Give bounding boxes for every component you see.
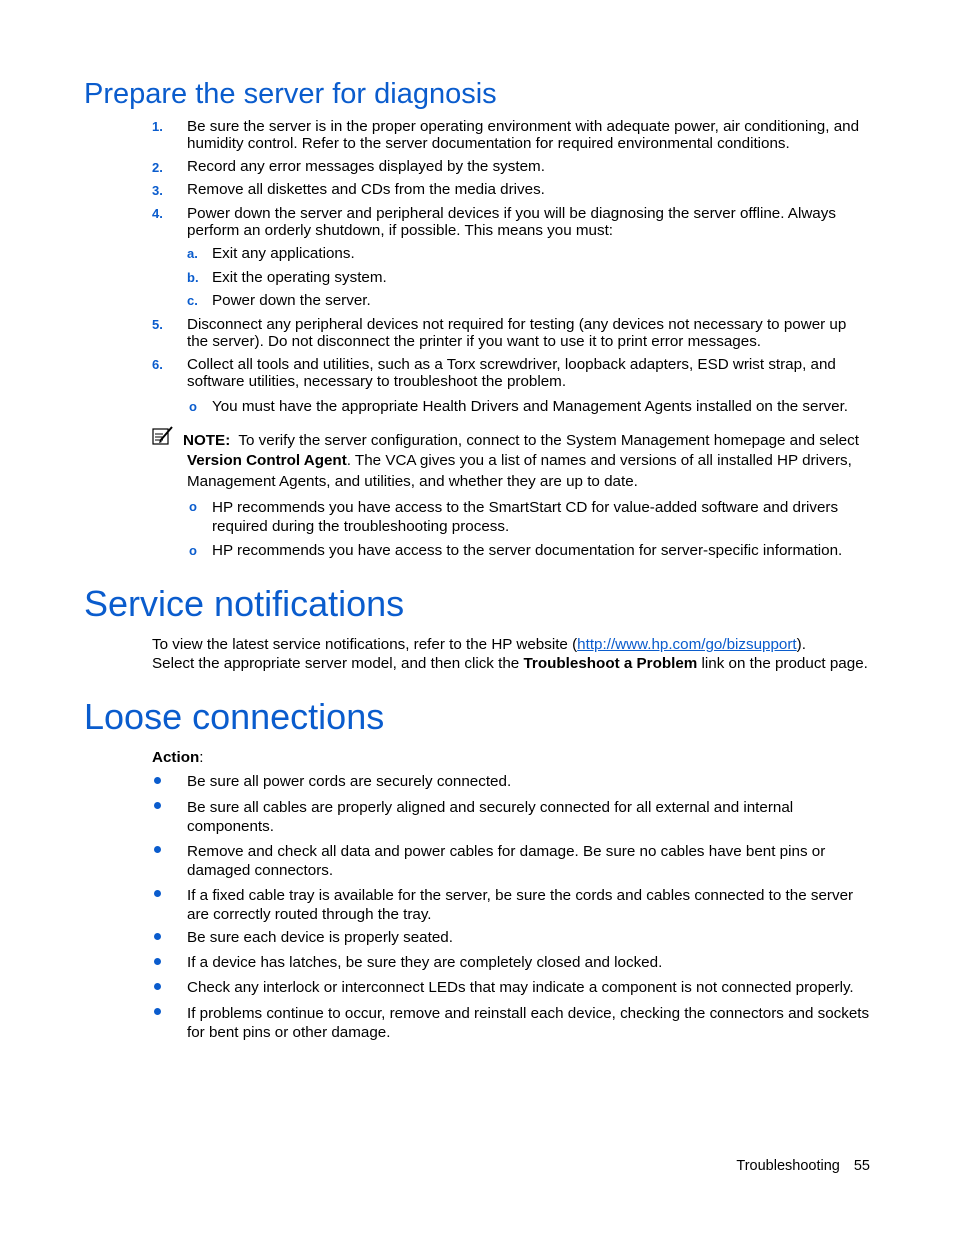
action-bullet-text: Be sure all power cords are securely connected. — [187, 773, 512, 790]
note-text: . The VCA gives you a list of names and versions of all installed HP drivers, — [346, 452, 852, 469]
service-text: Select the appropriate server model, and then click the — [152, 655, 524, 672]
sub-bullet: o — [189, 399, 197, 414]
bullet-dot — [154, 958, 161, 965]
step-number: 6. — [152, 357, 163, 372]
action-bullet-text: Check any interlock or interconnect LEDs that may indicate a component is not connected properly. — [187, 979, 854, 996]
sub-bullet: o — [189, 499, 197, 514]
substep-letter: a. — [187, 246, 198, 261]
substep-text: Exit the operating system. — [212, 269, 387, 286]
footer-page-number: 55 — [853, 1158, 870, 1174]
action-label — [152, 749, 203, 766]
action-bullet-text: If a device has latches, be sure they are completely closed and locked. — [187, 954, 663, 971]
bullet-dot — [154, 1008, 161, 1015]
bullet-dot — [154, 802, 161, 809]
substep-text: Power down the server. — [212, 292, 371, 309]
service-text: To view the latest service notifications, refer to the HP website ( — [152, 636, 578, 653]
hp-bizsupport-link[interactable]: http://www.hp.com/go/bizsupport — [577, 636, 797, 653]
note-label: NOTE: — [183, 432, 231, 449]
substep-text: Exit any applications. — [212, 245, 355, 262]
service-paragraph-line-1 — [152, 636, 872, 653]
action-bullet-text: Remove and check all data and power cables for damage. Be sure no cables have bent pins or damaged connectors. — [187, 843, 826, 879]
sub-bullet-text: You must have the appropriate Health Drivers and Management Agents installed on the server. — [212, 398, 849, 415]
step-number: 2. — [152, 160, 163, 175]
step-text: Record any error messages displayed by the system. — [187, 158, 545, 175]
step-text: Disconnect any peripheral devices not required for testing (any devices not necessary to power up the server). Do not disconnect the printer if you want to use it to print error messages. — [187, 316, 847, 350]
action-label-text: Action — [152, 749, 200, 766]
bullet-dot — [154, 777, 161, 784]
step-number: 1. — [152, 119, 163, 134]
heading-prepare: Prepare the server for diagnosis — [84, 78, 497, 110]
note-line-3: Management Agents, and utilities, and whether they are up to date. — [187, 473, 638, 490]
sub-bullet: o — [189, 543, 197, 558]
troubleshoot-term: Troubleshoot a Problem — [523, 655, 698, 672]
action-bullet-text: Be sure all cables are properly aligned and securely connected for all external and internal components. — [187, 799, 794, 835]
sub-bullet-text: HP recommends you have access to the SmartStart CD for value-added software and drivers required during the troubleshooting process. — [212, 499, 839, 535]
substep-letter: c. — [187, 293, 198, 308]
step-text: Power down the server and peripheral devices if you will be diagnosing the server offline. Always perform an orderly shutdown, if possible. This means you must: — [187, 205, 836, 239]
note-text: To verify the server configuration, connect to the System Management homepage and select — [238, 432, 859, 449]
service-text: link on the product page. — [697, 655, 868, 672]
step-number: 3. — [152, 183, 163, 198]
service-text: ). — [796, 636, 806, 653]
service-paragraph-line-2 — [152, 655, 892, 672]
bullet-dot — [154, 846, 161, 853]
heading-loose-connections: Loose connections — [84, 696, 385, 737]
heading-service-notifications: Service notifications — [84, 583, 405, 624]
step-number: 5. — [152, 317, 163, 332]
step-number: 4. — [152, 206, 163, 221]
note-bold-term: Version Control Agent — [187, 452, 347, 469]
note-line-1 — [183, 432, 873, 449]
action-bullet-text: Be sure each device is properly seated. — [187, 929, 453, 946]
bullet-dot — [154, 983, 161, 990]
footer-section: Troubleshooting — [736, 1158, 840, 1174]
page-footer — [736, 1158, 870, 1174]
sub-bullet-text: HP recommends you have access to the server documentation for server-specific information. — [212, 542, 843, 559]
bullet-dot — [154, 933, 161, 940]
action-bullet-text: If a fixed cable tray is available for the server, be sure the cords and cables connected to the server are correctly routed through the tray. — [187, 887, 854, 923]
action-colon: : — [199, 749, 204, 766]
substep-letter: b. — [187, 270, 199, 285]
step-text: Be sure the server is in the proper operating environment with adequate power, air conditioning, and humidity control. Refer to the server documentation for required environmental conditions. — [187, 118, 860, 152]
step-text: Remove all diskettes and CDs from the media drives. — [187, 181, 545, 198]
note-pad-icon — [152, 426, 174, 450]
bullet-dot — [154, 890, 161, 897]
note-line-2 — [187, 452, 877, 469]
action-bullet-text: If problems continue to occur, remove and reinstall each device, checking the connectors and sockets for bent pins or other damage. — [187, 1005, 870, 1041]
step-text: Collect all tools and utilities, such as a Torx screwdriver, loopback adapters, ESD wrist strap, and software utilities, necessary to troubleshoot the problem. — [187, 356, 836, 390]
